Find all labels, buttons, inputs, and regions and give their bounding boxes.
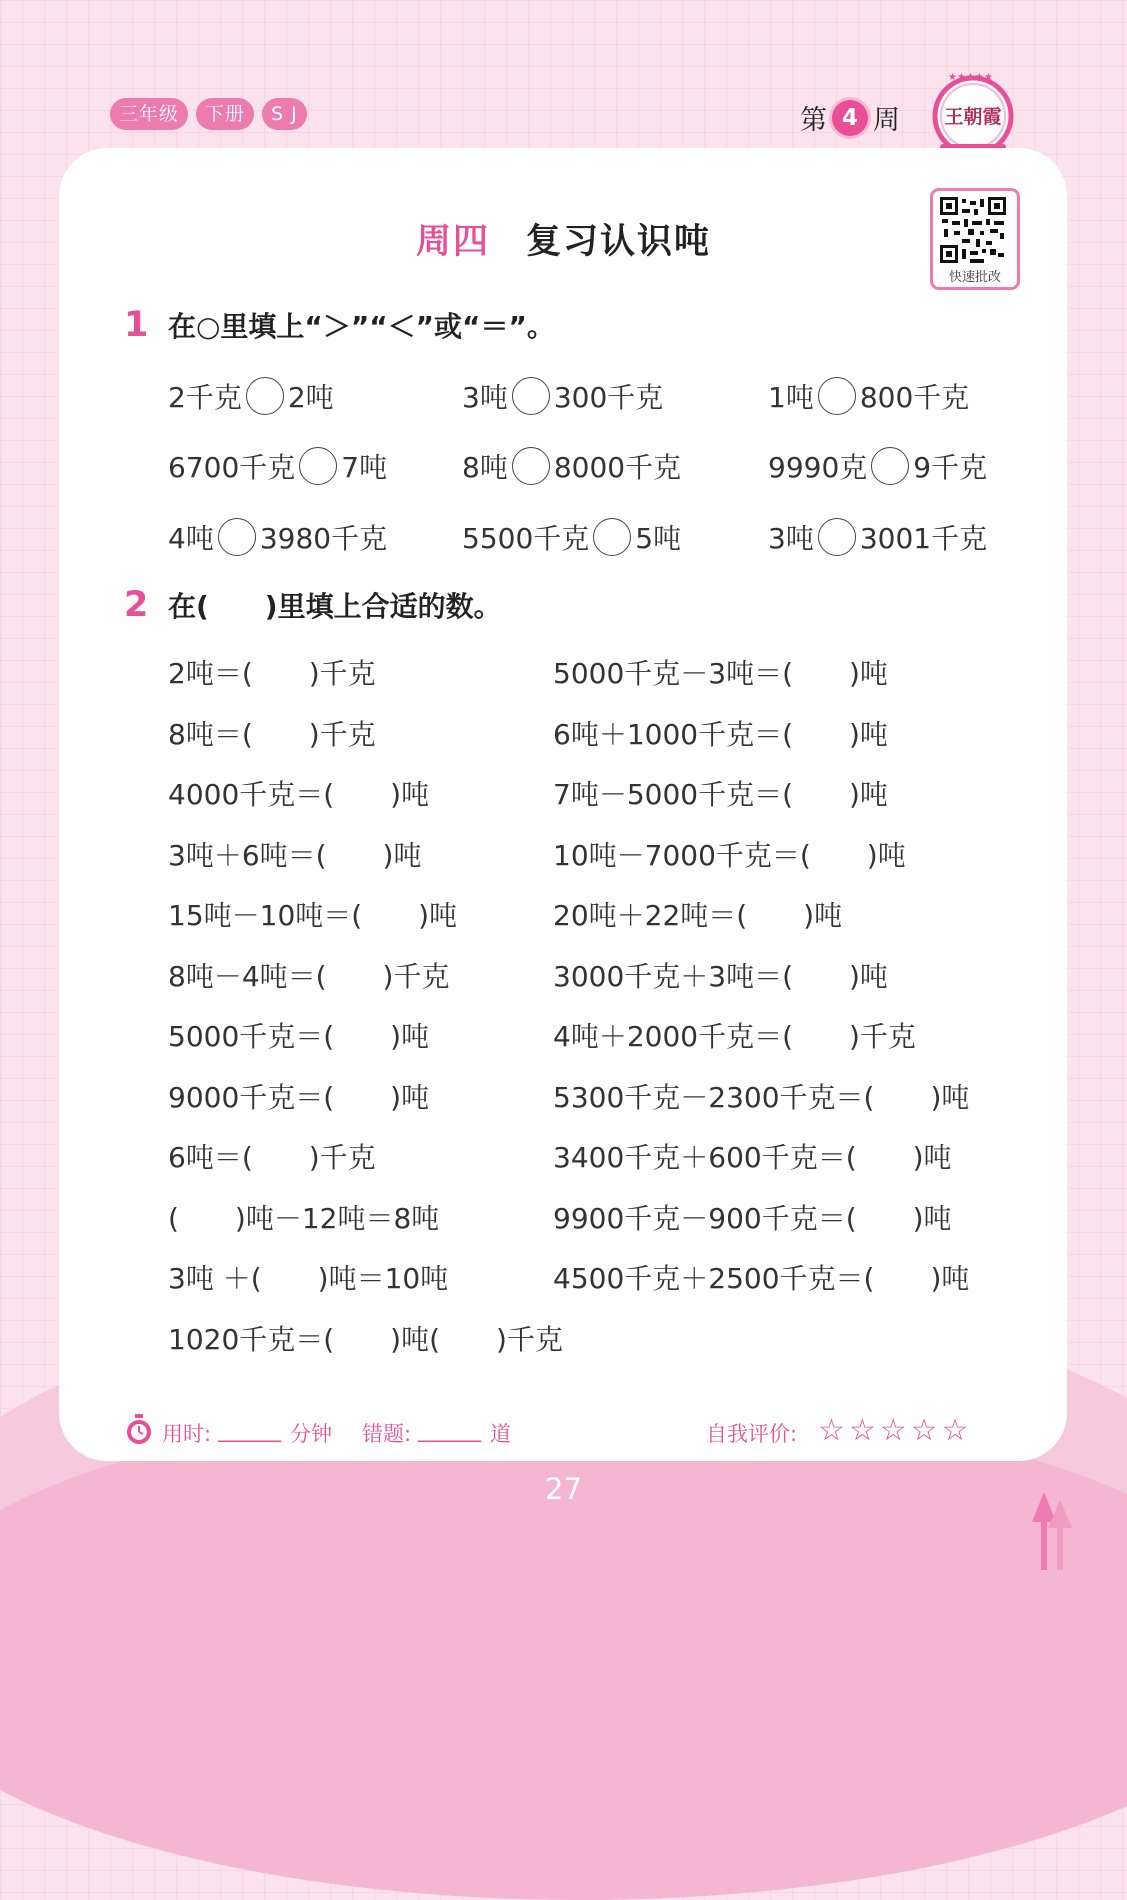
fill-in-item[interactable]: 4500千克＋2500千克＝( )吨 <box>553 1262 970 1295</box>
answer-circle[interactable] <box>299 447 337 485</box>
compare-item <box>168 446 387 488</box>
fill-in-item[interactable]: 9900千克－900千克＝( )吨 <box>553 1201 952 1235</box>
fill-in-item[interactable]: 20吨＋22吨＝( )吨 <box>553 899 843 932</box>
time-unit: 分钟 <box>290 1422 332 1446</box>
compare-right: 3001千克 <box>859 522 988 555</box>
compare-right: 9千克 <box>913 451 988 484</box>
edition-tag: S J <box>262 98 307 130</box>
compare-left: 9990克 <box>768 451 868 484</box>
compare-left: 3吨 <box>462 381 508 414</box>
compare-right: 7吨 <box>341 451 388 484</box>
compare-item <box>462 517 681 559</box>
compare-left: 8吨 <box>462 451 508 484</box>
compare-right: 300千克 <box>553 381 664 414</box>
answer-circle[interactable] <box>818 518 856 556</box>
question-1-number: 1 <box>124 305 149 345</box>
title-topic: 复习认识吨 <box>526 222 712 262</box>
svg-text:★★★★★: ★★★★★ <box>948 72 993 83</box>
fill-in-item[interactable]: 5300千克－2300千克＝( )吨 <box>553 1080 970 1114</box>
week-number: 4 <box>832 100 868 136</box>
compare-left: 5500千克 <box>462 522 590 555</box>
compare-right: 3980千克 <box>259 522 388 555</box>
fill-in-item[interactable]: 4吨＋2000千克＝( )千克 <box>553 1020 916 1053</box>
compare-left: 3吨 <box>768 522 814 555</box>
answer-circle[interactable] <box>512 447 550 485</box>
time-blank[interactable]: ______ <box>218 1418 281 1442</box>
compare-item <box>768 376 969 418</box>
fill-in-item[interactable]: 3400千克＋600千克＝( )吨 <box>553 1141 952 1174</box>
errors-blank[interactable]: ______ <box>418 1418 481 1442</box>
question-2-number: 2 <box>124 585 149 625</box>
fill-in-item[interactable]: 5000千克－3吨＝( )吨 <box>553 657 888 690</box>
compare-left: 6700千克 <box>168 451 296 484</box>
book-tags <box>110 98 307 130</box>
compare-right: 800千克 <box>859 381 970 414</box>
compare-right: 8000千克 <box>553 451 682 484</box>
fill-in-item[interactable]: 8吨＝( )千克 <box>168 717 376 751</box>
volume-tag: 下册 <box>196 98 254 130</box>
title-day: 周四 <box>415 222 490 262</box>
time-label: 用时: <box>162 1422 212 1446</box>
compare-right: 5吨 <box>635 522 682 555</box>
answer-circle[interactable] <box>871 447 909 485</box>
fill-in-item[interactable]: 7吨－5000千克＝( )吨 <box>553 778 888 811</box>
svg-text:王朝霞: 王朝霞 <box>944 106 1002 128</box>
answer-circle[interactable] <box>512 377 550 415</box>
answer-circle[interactable] <box>593 518 631 556</box>
fill-in-item[interactable]: 15吨－10吨＝( )吨 <box>168 899 458 932</box>
question-2-instruction: 在( )里填上合适的数。 <box>168 590 502 623</box>
question-1-header <box>124 305 555 345</box>
fill-in-item[interactable]: 6吨＝( )千克 <box>168 1141 376 1174</box>
fill-in-item[interactable]: 3吨＋6吨＝( )吨 <box>168 838 422 872</box>
answer-circle[interactable] <box>218 518 256 556</box>
rating-label: 自我评价: <box>706 1422 798 1446</box>
arrow-up-icon <box>1030 1492 1074 1570</box>
compare-item <box>168 517 387 559</box>
compare-item <box>168 376 334 418</box>
fill-in-item[interactable]: 10吨－7000千克＝( )吨 <box>553 838 906 872</box>
stopwatch-icon <box>124 1414 154 1446</box>
compare-item <box>768 517 987 559</box>
fill-in-item[interactable]: 9000千克＝( )吨 <box>168 1080 430 1114</box>
answer-circle[interactable] <box>818 377 856 415</box>
errors-label: 错题: <box>362 1422 412 1446</box>
fill-in-item[interactable]: 3吨 ＋( )吨＝10吨 <box>168 1262 449 1295</box>
rating-stars[interactable]: ☆☆☆☆☆ <box>818 1413 973 1448</box>
qr-label: 快速批改 <box>948 270 1001 285</box>
fill-in-item[interactable]: 6吨＋1000千克＝( )吨 <box>553 717 888 751</box>
compare-right: 2吨 <box>287 381 334 414</box>
fill-in-item[interactable]: 3000千克＋3吨＝( )吨 <box>553 959 888 993</box>
compare-left: 1吨 <box>768 381 814 414</box>
brand-logo <box>932 70 1014 160</box>
question-2-header <box>124 585 502 625</box>
errors-unit: 道 <box>490 1422 511 1446</box>
question-1-instruction: 在○里填上“＞”“＜”或“＝”。 <box>168 310 555 343</box>
compare-left: 2千克 <box>168 381 242 414</box>
fill-in-item[interactable]: 4000千克＝( )吨 <box>168 778 430 811</box>
compare-item <box>462 446 681 488</box>
fill-in-item[interactable]: 8吨－4吨＝( )千克 <box>168 959 450 993</box>
grade-tag: 三年级 <box>110 98 188 130</box>
qr-code-icon <box>940 197 1006 263</box>
qr-code[interactable] <box>930 188 1020 290</box>
fill-in-item[interactable]: ( )吨－12吨＝8吨 <box>168 1201 440 1235</box>
fill-in-item[interactable]: 5000千克＝( )吨 <box>168 1020 430 1053</box>
page-number: 27 <box>545 1472 582 1506</box>
compare-item <box>768 446 987 488</box>
fill-in-item[interactable]: 1020千克＝( )吨( )千克 <box>168 1322 563 1356</box>
compare-item <box>462 376 663 418</box>
week-indicator: 第 4 周 <box>800 98 900 137</box>
fill-in-item[interactable]: 2吨＝( )千克 <box>168 657 376 690</box>
compare-left: 4吨 <box>168 522 214 555</box>
answer-circle[interactable] <box>246 377 284 415</box>
